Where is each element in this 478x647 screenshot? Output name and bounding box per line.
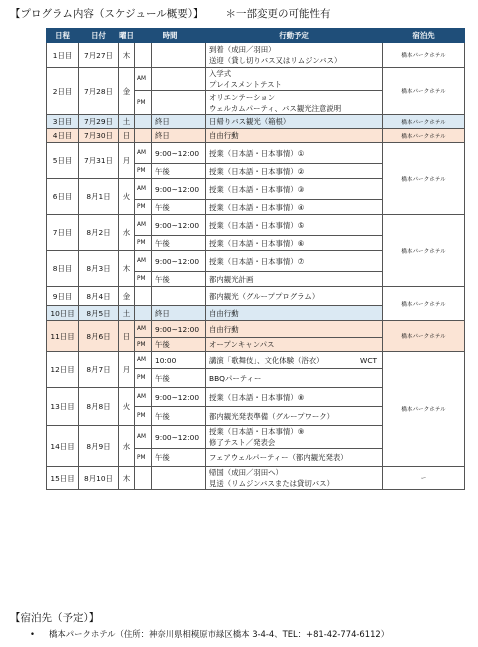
activity-cell bbox=[206, 200, 383, 215]
bullet: • bbox=[30, 629, 35, 639]
activity-cell bbox=[206, 467, 383, 490]
activity-cell bbox=[206, 115, 383, 129]
date-cell: 7月28日 bbox=[79, 68, 119, 115]
day-cell: 3日目 bbox=[47, 115, 79, 129]
activity-line: 都内観光計画 bbox=[209, 274, 254, 284]
activity-line: 授業（日本語・日本事情）① bbox=[209, 148, 305, 158]
lodging-text: 橋本パークホテル（住所：神奈川県相模原市緑区橋本 3-4-4、TEL：+81-42-774-6112） bbox=[48, 629, 390, 639]
ampm-cell: PM bbox=[135, 200, 152, 215]
time-cell bbox=[152, 287, 206, 306]
activity-line: 授業（日本語・日本事情）② bbox=[209, 166, 305, 176]
lodging-item bbox=[30, 628, 389, 640]
table-row bbox=[47, 467, 465, 490]
time-cell: 9:00~12:00 bbox=[152, 321, 206, 338]
activity-line: 送迎（貸し切りバス又はリムジンバス） bbox=[209, 56, 342, 65]
dow-cell: 月 bbox=[119, 143, 135, 179]
hotel-cell: 橋本パークホテル bbox=[383, 287, 465, 321]
hotel-cell: 橋本パークホテル bbox=[383, 115, 465, 129]
activity-cell bbox=[206, 388, 383, 407]
dow-cell: 火 bbox=[119, 388, 135, 426]
date-cell: 8月5日 bbox=[79, 306, 119, 321]
activity-line: 授業（日本語・日本事情）⑦ bbox=[209, 256, 305, 266]
time-cell bbox=[152, 68, 206, 91]
table-row bbox=[47, 68, 465, 91]
activity-line: 見送（リムジンバスまたは貸切バス） bbox=[209, 479, 334, 488]
ampm-cell: AM bbox=[135, 179, 152, 200]
ampm-cell bbox=[135, 287, 152, 306]
change-note: ＊一部変更の可能性有 bbox=[225, 8, 331, 20]
activity-cell bbox=[206, 287, 383, 306]
date-cell: 7月29日 bbox=[79, 115, 119, 129]
day-cell: 12日目 bbox=[47, 352, 79, 388]
program-heading bbox=[10, 6, 331, 21]
ampm-cell: PM bbox=[135, 338, 152, 352]
activity-line: ウェルカムパーティ、バス観光注意説明 bbox=[209, 103, 342, 113]
time-cell: 午後 bbox=[152, 236, 206, 251]
time-cell: 9:00~12:00 bbox=[152, 426, 206, 449]
table-row bbox=[47, 215, 465, 236]
ampm-cell: PM bbox=[135, 369, 152, 388]
ampm-cell: AM bbox=[135, 426, 152, 449]
date-cell: 8月6日 bbox=[79, 321, 119, 352]
header-lodging: 宿泊先 bbox=[383, 29, 465, 43]
activity-cell bbox=[206, 129, 383, 143]
hotel-cell: 橋本パークホテル bbox=[383, 129, 465, 143]
activity-cell bbox=[206, 306, 383, 321]
time-cell bbox=[152, 43, 206, 68]
header-dow: 曜日 bbox=[119, 29, 135, 43]
activity-line: 都内観光（グループプログラム） bbox=[209, 291, 320, 301]
activity-cell bbox=[206, 43, 383, 68]
ampm-cell: PM bbox=[135, 407, 152, 426]
activity-cell bbox=[206, 426, 383, 449]
header-day: 日程 bbox=[47, 29, 79, 43]
date-cell: 8月9日 bbox=[79, 426, 119, 467]
dow-cell: 木 bbox=[119, 251, 135, 287]
dow-cell: 火 bbox=[119, 179, 135, 215]
ampm-cell: AM bbox=[135, 251, 152, 272]
day-cell: 8日目 bbox=[47, 251, 79, 287]
table-row bbox=[47, 129, 465, 143]
hotel-cell: 橋本パークホテル bbox=[383, 143, 465, 215]
time-cell: 午後 bbox=[152, 164, 206, 179]
time-cell: 9:00~12:00 bbox=[152, 388, 206, 407]
date-cell: 8月8日 bbox=[79, 388, 119, 426]
activity-line: 授業（日本語・日本事情）④ bbox=[209, 202, 305, 212]
day-cell: 5日目 bbox=[47, 143, 79, 179]
day-cell: 11日目 bbox=[47, 321, 79, 352]
date-cell: 8月3日 bbox=[79, 251, 119, 287]
activity-line: 修了テスト／発表会 bbox=[209, 438, 276, 447]
dow-cell: 日 bbox=[119, 321, 135, 352]
ampm-cell: AM bbox=[135, 321, 152, 338]
table-row bbox=[47, 352, 465, 369]
ampm-cell: AM bbox=[135, 352, 152, 369]
time-cell bbox=[152, 467, 206, 490]
activity-line: 授業（日本語・日本事情）⑧ bbox=[209, 392, 305, 402]
time-cell: 午後 bbox=[152, 200, 206, 215]
hotel-cell: 橋本パークホテル bbox=[383, 321, 465, 352]
activity-cell bbox=[206, 164, 383, 179]
ampm-cell bbox=[135, 467, 152, 490]
date-cell: 8月10日 bbox=[79, 467, 119, 490]
activity-cell bbox=[206, 179, 383, 200]
schedule-table bbox=[46, 28, 465, 490]
activity-extra: WCT bbox=[360, 355, 378, 365]
ampm-cell: AM bbox=[135, 143, 152, 164]
header-activity: 行動予定 bbox=[206, 29, 383, 43]
ampm-cell: PM bbox=[135, 164, 152, 179]
activity-line: 講演「歌舞伎」、文化体験（浴衣） bbox=[209, 355, 324, 365]
activity-line: 授業（日本語・日本事情）⑨ bbox=[209, 427, 305, 436]
activity-line: 入学式 bbox=[209, 69, 232, 78]
hotel-cell: 橋本パークホテル bbox=[383, 68, 465, 115]
ampm-cell: PM bbox=[135, 272, 152, 287]
table-row bbox=[47, 287, 465, 306]
activity-line: プレイスメントテスト bbox=[209, 80, 282, 89]
time-cell: 終日 bbox=[152, 306, 206, 321]
activity-cell bbox=[206, 449, 383, 467]
activity-cell bbox=[206, 352, 383, 369]
time-cell: 午後 bbox=[152, 407, 206, 426]
table-row bbox=[47, 115, 465, 129]
date-cell: 7月31日 bbox=[79, 143, 119, 179]
hotel-cell: ー bbox=[383, 467, 465, 490]
time-cell: 9:00~12:00 bbox=[152, 143, 206, 164]
activity-line: 授業（日本語・日本事情）③ bbox=[209, 184, 305, 194]
time-cell: 午後 bbox=[152, 338, 206, 352]
date-cell: 7月27日 bbox=[79, 43, 119, 68]
activity-line: オープンキャンパス bbox=[209, 340, 275, 349]
activity-line: 授業（日本語・日本事情）⑥ bbox=[209, 238, 305, 248]
date-cell: 8月2日 bbox=[79, 215, 119, 251]
day-cell: 10日目 bbox=[47, 306, 79, 321]
activity-cell bbox=[206, 215, 383, 236]
activity-line: 都内観光発表準備（グループワーク） bbox=[209, 411, 335, 421]
activity-cell bbox=[206, 272, 383, 287]
activity-line: 帰国（成田／羽田へ） bbox=[209, 468, 283, 477]
dow-cell: 土 bbox=[119, 115, 135, 129]
activity-line: 日帰りバス観光（箱根） bbox=[209, 117, 291, 126]
dow-cell: 木 bbox=[119, 467, 135, 490]
dow-cell: 水 bbox=[119, 215, 135, 251]
date-cell: 8月4日 bbox=[79, 287, 119, 306]
dow-cell: 金 bbox=[119, 68, 135, 115]
ampm-cell bbox=[135, 129, 152, 143]
header-date: 日付 bbox=[79, 29, 119, 43]
table-row bbox=[47, 143, 465, 164]
time-cell: 終日 bbox=[152, 115, 206, 129]
day-cell: 15日目 bbox=[47, 467, 79, 490]
activity-line: 自由行動 bbox=[209, 131, 239, 140]
date-cell: 8月1日 bbox=[79, 179, 119, 215]
hotel-cell: 橋本パークホテル bbox=[383, 352, 465, 467]
time-cell: 午後 bbox=[152, 272, 206, 287]
activity-line: 到着（成田／羽田） bbox=[209, 45, 276, 54]
ampm-cell: PM bbox=[135, 236, 152, 251]
day-cell: 9日目 bbox=[47, 287, 79, 306]
ampm-cell bbox=[135, 115, 152, 129]
day-cell: 2日目 bbox=[47, 68, 79, 115]
time-cell: 9:00~12:00 bbox=[152, 179, 206, 200]
schedule-body bbox=[47, 43, 465, 490]
ampm-cell: AM bbox=[135, 388, 152, 407]
dow-cell: 月 bbox=[119, 352, 135, 388]
activity-cell bbox=[206, 338, 383, 352]
header-time: 時間 bbox=[135, 29, 206, 43]
activity-cell bbox=[206, 321, 383, 338]
activity-line: オリエンテーション bbox=[209, 92, 276, 102]
date-cell: 7月30日 bbox=[79, 129, 119, 143]
time-cell: 9:00~12:00 bbox=[152, 251, 206, 272]
day-cell: 6日目 bbox=[47, 179, 79, 215]
day-cell: 7日目 bbox=[47, 215, 79, 251]
dow-cell: 金 bbox=[119, 287, 135, 306]
ampm-cell: PM bbox=[135, 91, 152, 115]
day-cell: 14日目 bbox=[47, 426, 79, 467]
ampm-cell bbox=[135, 306, 152, 321]
activity-line: 自由行動 bbox=[209, 324, 239, 334]
table-header-row bbox=[47, 29, 465, 43]
hotel-cell: 橋本パークホテル bbox=[383, 43, 465, 68]
lodging-heading: 【宿泊先（予定）】 bbox=[10, 612, 100, 624]
time-cell: 9:00~12:00 bbox=[152, 215, 206, 236]
activity-cell bbox=[206, 369, 383, 388]
dow-cell: 木 bbox=[119, 43, 135, 68]
activity-line: 授業（日本語・日本事情）⑤ bbox=[209, 220, 305, 230]
program-title: 【プログラム内容（スケジュール概要）】 bbox=[10, 8, 204, 20]
time-cell: 10:00 bbox=[152, 352, 206, 369]
activity-line: フェアウェルパーティー（都内観光発表） bbox=[209, 453, 348, 462]
time-cell: 午後 bbox=[152, 369, 206, 388]
activity-cell bbox=[206, 91, 383, 115]
table-row bbox=[47, 321, 465, 338]
activity-cell bbox=[206, 68, 383, 91]
ampm-cell: PM bbox=[135, 449, 152, 467]
time-cell bbox=[152, 91, 206, 115]
time-cell: 午後 bbox=[152, 449, 206, 467]
activity-line: 自由行動 bbox=[209, 308, 239, 318]
date-cell: 8月7日 bbox=[79, 352, 119, 388]
activity-cell bbox=[206, 407, 383, 426]
activity-cell bbox=[206, 236, 383, 251]
ampm-cell: AM bbox=[135, 68, 152, 91]
table-row bbox=[47, 43, 465, 68]
day-cell: 13日目 bbox=[47, 388, 79, 426]
ampm-cell: AM bbox=[135, 215, 152, 236]
dow-cell: 土 bbox=[119, 306, 135, 321]
day-cell: 1日目 bbox=[47, 43, 79, 68]
hotel-cell: 橋本パークホテル bbox=[383, 215, 465, 287]
dow-cell: 水 bbox=[119, 426, 135, 467]
dow-cell: 日 bbox=[119, 129, 135, 143]
ampm-cell bbox=[135, 43, 152, 68]
activity-cell bbox=[206, 143, 383, 164]
activity-line: BBQパーティー bbox=[209, 373, 262, 383]
time-cell: 終日 bbox=[152, 129, 206, 143]
day-cell: 4日目 bbox=[47, 129, 79, 143]
activity-cell bbox=[206, 251, 383, 272]
